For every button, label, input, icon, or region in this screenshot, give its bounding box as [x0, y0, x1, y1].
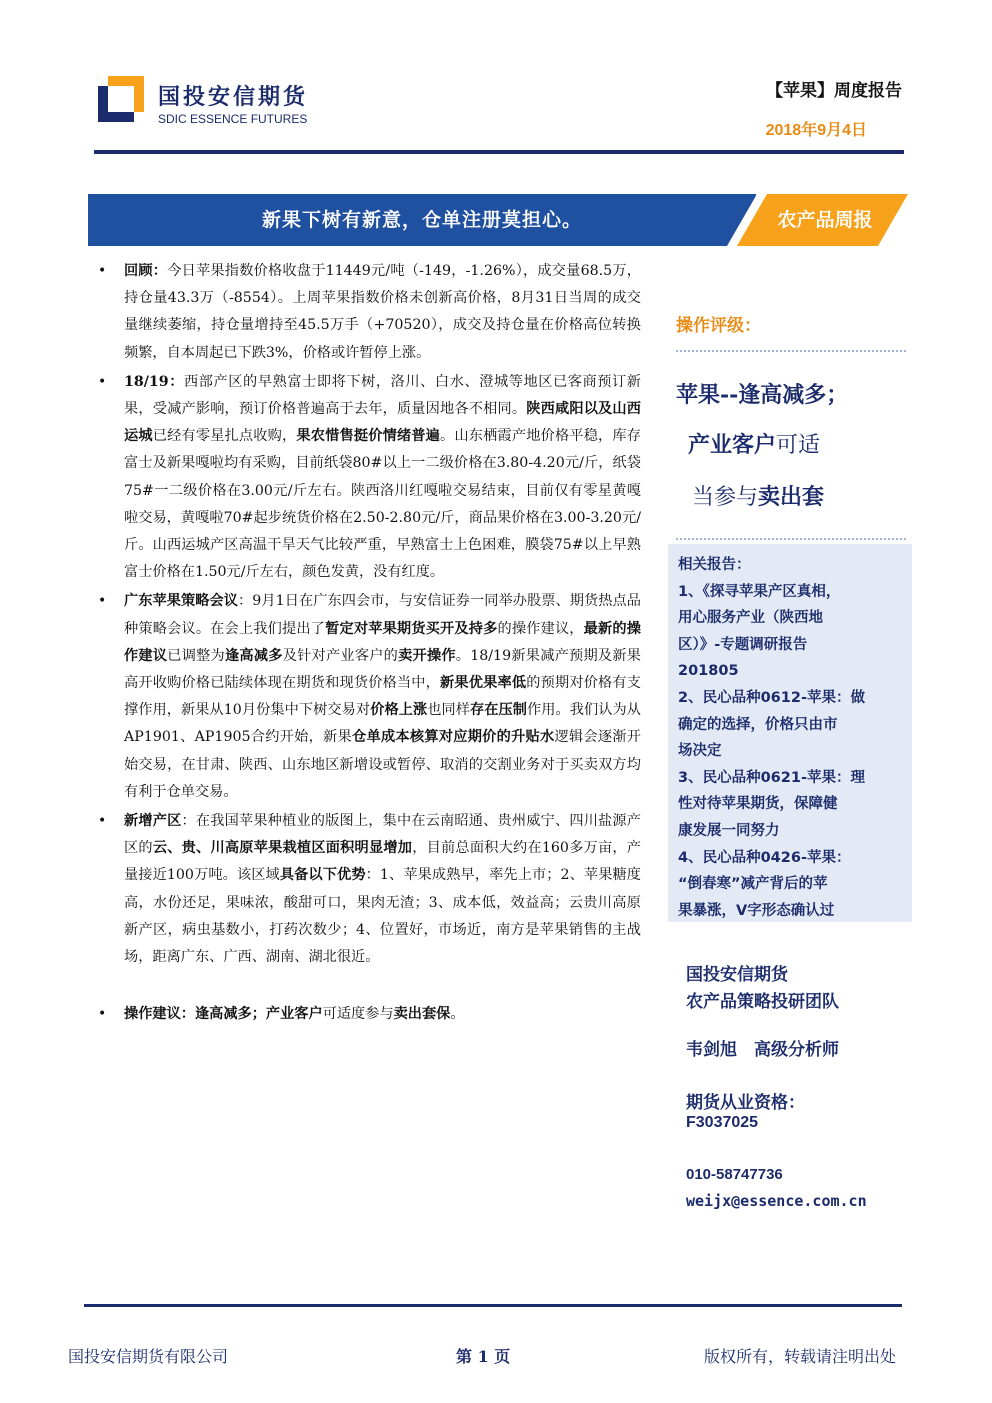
strategy-emphasis: 存在压制	[469, 702, 527, 719]
advice-emphasis: 操作建议：逢高减多；产业客户	[124, 1006, 323, 1023]
paragraph-review	[96, 258, 641, 367]
rating-label: 操作评级：	[676, 316, 761, 336]
regions-label: 新增产区	[124, 813, 182, 830]
qualification-label: 期货从业资格：	[686, 1093, 805, 1113]
rating-line-1: 苹果--逢高减多；	[676, 382, 849, 408]
new-season-emphasis: 陕西咸阳以及山西运城	[124, 401, 641, 445]
paragraph-new-regions	[96, 808, 641, 971]
advice-text: 。	[450, 1006, 465, 1023]
rating-line-2	[688, 428, 928, 459]
strategy-text: 已调整为	[167, 647, 225, 664]
related-reports-title: 相关报告：	[678, 557, 751, 573]
rating-divider-bottom	[676, 538, 906, 540]
contact-org: 国投安信期货	[686, 965, 788, 985]
advice-text: 可适度参与	[322, 1006, 394, 1023]
related-report-item[interactable]: 1、《探寻苹果产区真相， 用心服务产业（陕西地 区）》-专题调研报告 201805	[678, 583, 841, 680]
new-season-text: 已经有零星扎点收购，	[152, 428, 297, 445]
regions-emphasis: 云、贵、川高原苹果栽植区面积明显增加	[152, 840, 413, 857]
paragraph-advice	[96, 1001, 641, 1028]
footer-copyright: 版权所有，转载请注明出处	[704, 1347, 897, 1366]
strategy-text: 逻辑会逐渐开始交易，在甘肃、陕西、山东地区新增设或暂停、取消的交割业务对于买卖双方均有利于仓单交易。	[124, 729, 641, 800]
strategy-text: 的操作建议，	[497, 620, 584, 637]
report-title: 新果下树有新意，仓单注册莫担心。	[261, 209, 582, 231]
new-season-label: 18/19：	[124, 373, 185, 390]
regions-text: ，目前总面积大约在160多万亩，产量接近100万吨。该区域	[124, 840, 641, 884]
strategy-label: 广东苹果策略会议	[124, 593, 239, 610]
new-season-text: 西部产区的早熟富士即将下树，洛川、白水、澄城等地区已客商预订新果，受减产影响，预订价格普遍高于去年，质量因地各不相同。	[124, 373, 641, 418]
strategy-emphasis: 最新的操作建议	[124, 620, 641, 664]
footer-company: 国投安信期货有限公司	[68, 1347, 229, 1366]
rating-text: 可适	[776, 433, 821, 458]
footer-divider	[84, 1304, 902, 1307]
related-report-item[interactable]: 3、民心品种0621-苹果：理 性对待苹果期货，保障健 康发展一同努力	[678, 769, 865, 839]
rating-text: 当参与	[692, 485, 759, 510]
logo-mark-icon	[98, 76, 144, 122]
contact-team: 农产品策略投研团队	[686, 992, 839, 1012]
strategy-emphasis: 暂定对苹果期货买开及持多	[325, 620, 498, 637]
analyst-name: 韦剑旭 高级分析师	[686, 1040, 839, 1060]
regions-text: ：在我国苹果种植业的版图上，集中在云南昭通、贵州威宁、四川盐源产区的	[124, 813, 641, 857]
company-logo	[98, 74, 328, 130]
strategy-text: 。18/19新果减产预期及新果高开收购价格已陆续体现在期货和现货价格当中，	[124, 647, 641, 692]
title-banner	[88, 194, 908, 246]
report-date: 2018年9月4日	[765, 122, 867, 139]
new-season-text: 。山东栖霞产地价格平稳，库存富士及新果嘎啦均有采购，目前纸袋80#以上一二级价格在3.80-4.20元/斤，纸袋75#一二级价格在3.00元/斤左右。陕西洛川红嘎啦交易结束，目前仅有零星黄嘎啦交易，黄嘎啦70#起步统货价格在2.50-2.80元/斤，商品果价格在3.00-3.20元/斤。山西运城产区高温干旱天气比较严重，早熟富士上色困难，膜袋75#以上早熟富士价格在1.50元/斤左右，颜色发黄，没有红度。	[124, 428, 641, 581]
strategy-text: 及针对产业客户的	[282, 647, 399, 664]
bullet-icon: •	[98, 1006, 107, 1023]
paragraph-new-season	[96, 369, 641, 587]
logo-text-cn: 国投安信期货	[158, 85, 309, 110]
report-type: 【苹果】周度报告	[766, 81, 902, 101]
rating-emphasis: 卖出套	[758, 484, 825, 510]
strategy-text: 的预期对价格有支撑作用，新果从10月份集中下树交易对	[124, 675, 641, 719]
regions-text: ：1、苹果成熟早，率先上市；2、苹果糖度高，水份还足，果味浓，酸甜可口，果肉无渣；3、成本低，效益高；云贵川高原新产区，病虫基数小，打药次数少；4、位置好，市场近，南方是苹果销售的主战场，距离广东、广西、湖南、湖北很近。	[124, 867, 641, 966]
header-divider	[94, 150, 904, 154]
regions-emphasis: 具备以下优势	[279, 867, 366, 884]
strategy-emphasis: 新果优果率低	[440, 675, 527, 692]
rating-line-3	[692, 480, 932, 511]
strategy-emphasis: 逢高减多	[224, 647, 283, 664]
rating-divider	[676, 350, 906, 352]
strategy-text: 也同样	[427, 702, 470, 719]
strategy-text: ：9月1日在广东四会市，与安信证券一同举办股票、期货热点品种策略会议。在会上我们提出了	[124, 593, 641, 637]
bullet-icon: •	[98, 813, 107, 830]
related-report-item[interactable]: 2、民心品种0612-苹果：做 确定的选择，价格只由市 场决定	[678, 689, 865, 760]
strategy-text: 作用。我们认为从AP1901、AP1905合约开始，新果	[124, 702, 641, 746]
bullet-icon: •	[98, 373, 107, 390]
paragraph-strategy-meeting	[96, 588, 641, 806]
logo-text-en: SDIC ESSENCE FUTURES	[158, 112, 308, 126]
contact-phone[interactable]: 010-58747736	[686, 1166, 783, 1183]
contact-email[interactable]: weijx@essence.com.cn	[686, 1192, 867, 1210]
bullet-icon: •	[98, 263, 107, 279]
new-season-emphasis: 果农惜售挺价情绪普遍	[296, 428, 441, 445]
related-reports-box	[668, 544, 912, 922]
strategy-emphasis: 仓单成本核算对应期价的升贴水	[352, 729, 555, 746]
rating-emphasis: 产业客户	[688, 432, 777, 458]
bullet-icon: •	[98, 593, 107, 610]
page-number: 第 1 页	[456, 1347, 511, 1366]
report-category: 农产品周报	[777, 209, 873, 231]
qualification-number: F3037025	[686, 1114, 759, 1131]
strategy-emphasis: 卖开操作	[398, 647, 456, 664]
related-report-item[interactable]: 4、民心品种0426-苹果： “倒春寒”减产背后的苹 果暴涨，V字形态确认过	[678, 849, 851, 919]
strategy-emphasis: 价格上涨	[370, 702, 428, 719]
review-label: 回顾：	[124, 263, 168, 279]
main-content	[96, 258, 641, 1030]
review-text: 今日苹果指数价格收盘于11449元/吨（-149，-1.26%），成交量68.5万，持仓量43.3万（-8554）。上周苹果指数价格未创新高价格，8月31日当周的成交量继续萎缩，持仓量增持至45.5万手（+70520），成交及持仓量在价格高位转换频繁，自本周起已下跌3%，价格或许暂停上涨。	[124, 263, 641, 361]
advice-emphasis: 卖出套保	[393, 1006, 451, 1023]
